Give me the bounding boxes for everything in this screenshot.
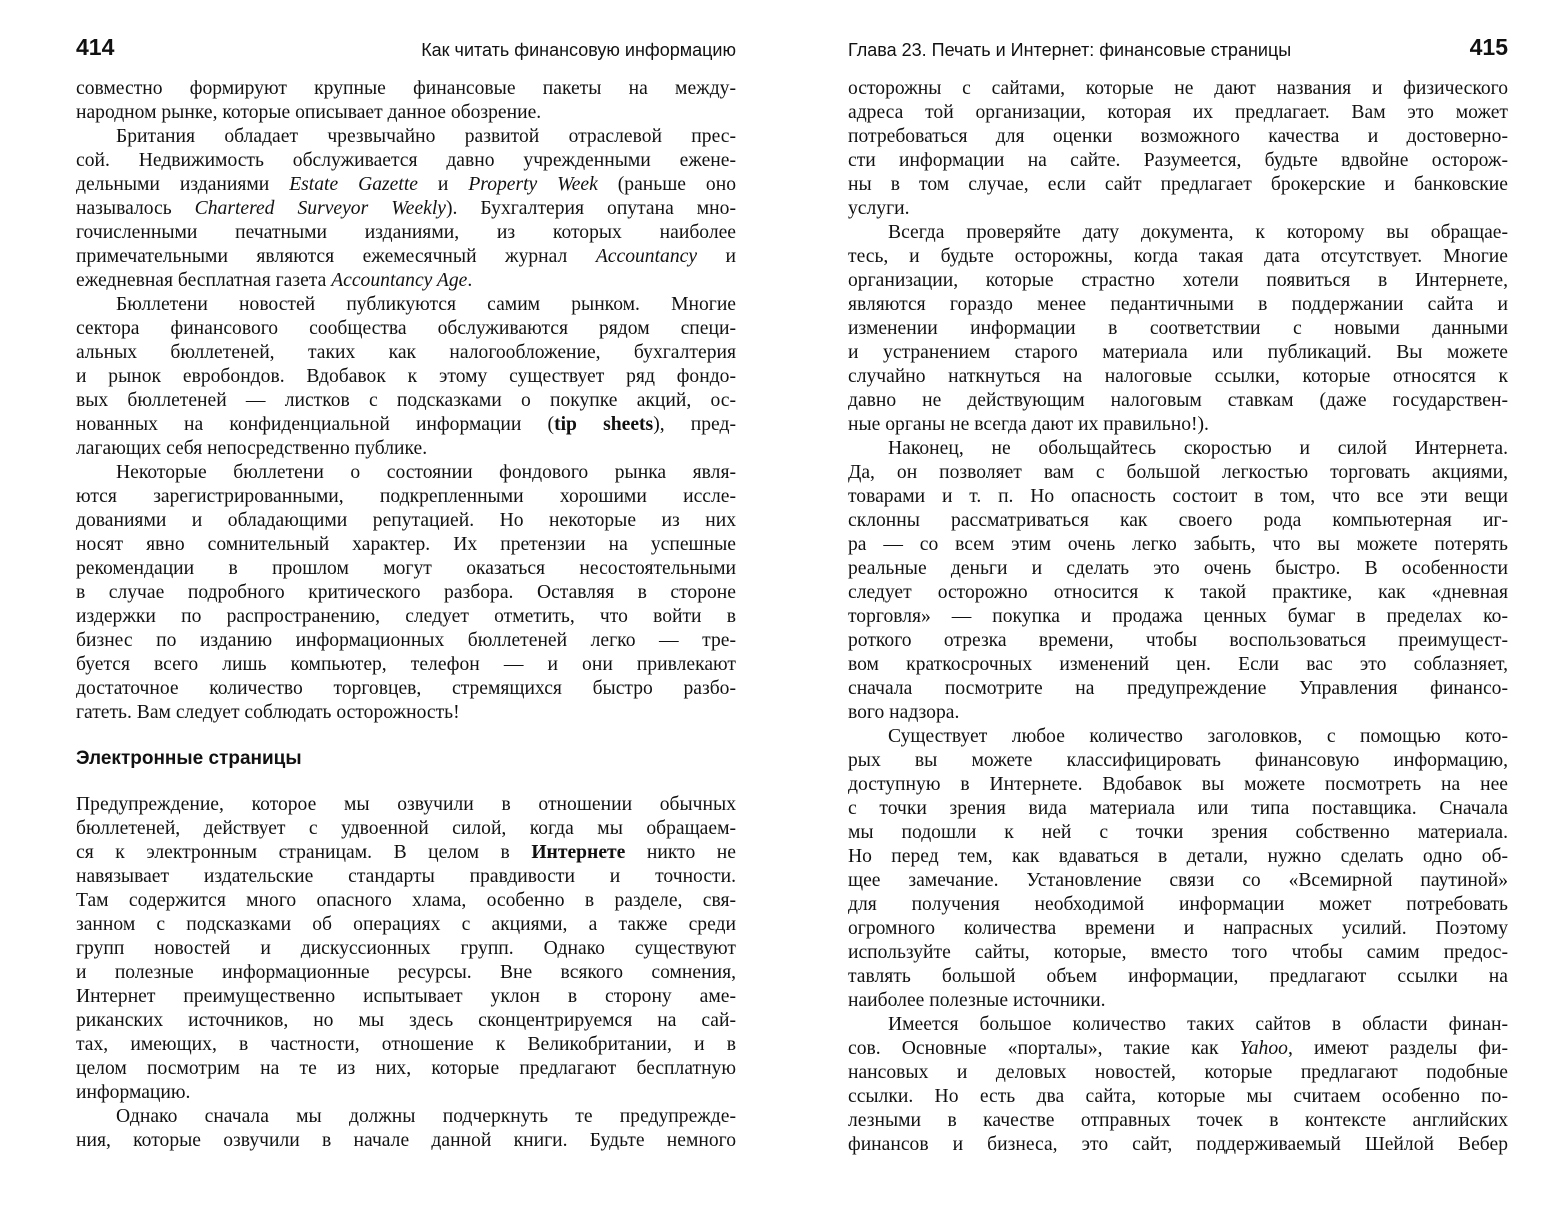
text-line: сов. Основные «порталы», такие как Yahoo, имеют разделы фи- (848, 1038, 1508, 1059)
text-line: ссылки. Но есть два сайта, которые мы считаем особенно по- (848, 1086, 1508, 1107)
left-page-header (76, 34, 736, 68)
text-line: и полезные информационные ресурсы. Вне всякого сомнения, (76, 962, 736, 983)
text-line: ны в том случае, если сайт предлагает брокерские и банковские (848, 174, 1508, 195)
text-line: ются зарегистрированными, подкрепленными хорошими иссле- (76, 486, 736, 507)
text-line: навязывает издательские стандарты правдивости и точности. (76, 866, 736, 887)
text-line: Существует любое количество заголовков, с помощью кото- (888, 726, 1508, 747)
running-title: Как читать финансовую информацию (421, 40, 736, 60)
text-line: тах, имеющих, в частности, отношение к Великобритании, и в (76, 1034, 736, 1055)
running-title: Глава 23. Печать и Интернет: финансовые страницы (848, 40, 1292, 60)
text-line: занном с подсказками об операциях с акциями, а также среди (76, 914, 736, 935)
text-line: вого надзора. (848, 702, 960, 723)
text-line: торговля» — покупка и продажа ценных бумаг в пределах ко- (848, 606, 1508, 627)
text-line: изменении информации в соответствии с новыми данными (848, 318, 1508, 339)
text-line: склонны рассматриваться как своего рода компьютерная иг- (848, 510, 1508, 531)
text-line: с точки зрения вида материала или типа поставщика. Сначала (848, 798, 1508, 819)
text-line: нованных на конфиденциальной информации (tip sheets), пред- (76, 414, 736, 435)
text-line: давно не действующим налоговым ставкам (даже государствен- (848, 390, 1508, 411)
text-line: адреса той организации, которая их предлагает. Вам это может (848, 102, 1508, 123)
text-line: Наконец, не обольщайтесь скоростью и силой Интернета. (888, 438, 1508, 459)
right-page-header (848, 34, 1508, 68)
text-line: ния, которые озвучили в начале данной книги. Будьте немного (76, 1130, 736, 1151)
text-line: альных бюллетеней, таких как налогообложение, бухгалтерия (76, 342, 736, 363)
text-line: групп новостей и дискуссионных групп. Однако существуют (76, 938, 736, 959)
text-line: Бюллетени новостей публикуются самим рынком. Многие (116, 294, 736, 315)
text-line: сначала посмотрите на предупреждение Управления финансо- (848, 678, 1508, 699)
text-line: сти информации на сайте. Разумеется, будьте вдвойне осторож- (848, 150, 1508, 171)
text-line: и устранением старого материала или публикаций. Вы можете (848, 342, 1508, 363)
text-line: достаточное количество торговцев, стремящихся быстро разбо- (76, 678, 736, 699)
text-line: народном рынке, которые описывает данное обозрение. (76, 102, 542, 123)
text-line: Там содержится много опасного хлама, особенно в разделе, свя- (76, 890, 736, 911)
text-line: ежедневная бесплатная газета Accountancy Age. (76, 270, 473, 291)
text-line: Но перед тем, как вдаваться в детали, нужно сделать одно об- (848, 846, 1508, 867)
left-page-body (76, 77, 736, 1153)
text-line: примечательными являются ежемесячный журнал Accountancy и (76, 246, 736, 267)
text-line: Предупреждение, которое мы озвучили в отношении обычных (76, 794, 736, 815)
text-line: товарами и т. п. Но опасность состоит в том, что все эти вещи (848, 486, 1508, 507)
page-number: 415 (1469, 34, 1508, 60)
text-line: издержки по распространению, следует отметить, что войти в (76, 606, 736, 627)
text-line: реальные деньги и сделать это очень быстро. В особенности (848, 558, 1508, 579)
text-line: гочисленными печатными изданиями, из которых наиболее (76, 222, 736, 243)
text-line: совместно формируют крупные финансовые пакеты на между- (76, 78, 736, 99)
right-text-block (848, 77, 1508, 1157)
text-line: организации, которые страстно хотели появиться в Интернете, (848, 270, 1508, 291)
text-line: осторожны с сайтами, которые не дают названия и физического (848, 78, 1508, 99)
text-line: целом посмотрим на те из них, которые предлагают бесплатную (76, 1058, 736, 1079)
text-line: являются гораздо менее педантичными в поддержании сайта и (848, 294, 1508, 315)
left-text-block-1 (76, 77, 736, 725)
text-line: случайно наткнуться на налоговые ссылки, которые относятся к (848, 366, 1508, 387)
text-line: тавлять большой объем информации, предлагают ссылки на (848, 966, 1508, 987)
text-line: называлось Chartered Surveyor Weekly). Бухгалтерия опутана мно- (76, 198, 736, 219)
text-line: услуги. (848, 198, 910, 219)
text-line: Некоторые бюллетени о состоянии фондового рынка явля- (116, 462, 736, 483)
text-line: ра — со всем этим очень легко забыть, что вы можете потерять (848, 534, 1508, 555)
text-line: дельными изданиями Estate Gazette и Property Week (раньше оно (76, 174, 736, 195)
text-line: ные органы не всегда дают их правильно!). (848, 414, 1209, 435)
text-line: лезными в качестве отправных точек в контексте английских (848, 1110, 1508, 1131)
text-line: нансовых и деловых новостей, которые предлагают подобные (848, 1062, 1508, 1083)
section-heading: Электронные страницы (76, 748, 302, 769)
text-line: вом краткосрочных изменений цен. Если вас это соблазняет, (848, 654, 1508, 675)
text-line: огромного количества времени и напрасных усилий. Поэтому (848, 918, 1508, 939)
text-line: потребоваться для оценки возможного качества и достоверно- (848, 126, 1508, 147)
text-line: для получения необходимой информации может потребовать (848, 894, 1508, 915)
text-line: щее замечание. Установление связи со «Всемирной паутиной» (848, 870, 1508, 891)
text-line: буется всего лишь компьютер, телефон — и они привлекают (76, 654, 736, 675)
text-line: и рынок евробондов. Вдобавок к этому существует ряд фондо- (76, 366, 736, 387)
text-line: Британия обладает чрезвычайно развитой отраслевой прес- (116, 126, 736, 147)
text-line: информацию. (76, 1082, 191, 1103)
text-line: ся к электронным страницам. В целом в Интернете никто не (76, 842, 736, 863)
text-line: бизнес по изданию информационных бюллетеней легко — тре- (76, 630, 736, 651)
text-line: рекомендации в прошлом могут оказаться несостоятельными (76, 558, 736, 579)
right-page-body (848, 77, 1508, 1157)
text-line: Всегда проверяйте дату документа, к которому вы обращае- (888, 222, 1508, 243)
text-line: следует осторожно относится к такой практике, как «дневная (848, 582, 1508, 603)
text-line: риканских источников, но мы здесь сконцентрируемся на сай- (76, 1010, 736, 1031)
text-line: доступную в Интернете. Вдобавок вы можете посмотреть на нее (848, 774, 1508, 795)
text-line: носят явно сомнительный характер. Их претензии на успешные (76, 534, 736, 555)
text-line: роткого отрезка времени, чтобы воспользоваться преимущест- (848, 630, 1508, 651)
text-line: гатеть. Вам следует соблюдать осторожность! (76, 702, 460, 723)
text-line: вых бюллетеней — листков с подсказками о покупке акций, ос- (76, 390, 736, 411)
text-line: мы подошли к ней с точки зрения собственно материала. (848, 822, 1508, 843)
text-line: сой. Недвижимость обслуживается давно учрежденными еженe- (76, 150, 736, 171)
text-line: Однако сначала мы должны подчеркнуть те предупрежде- (116, 1106, 736, 1127)
text-line: финансов и бизнеса, это сайт, поддерживаемый Шейлой Вебер (848, 1134, 1508, 1155)
text-line: Да, он позволяет вам с большой легкостью торговать акциями, (848, 462, 1508, 483)
text-line: тесь, и будьте осторожны, когда такая дата отсутствует. Многие (848, 246, 1508, 267)
text-line: дованиями и обладающими репутацией. Но некоторые из них (76, 510, 736, 531)
text-line: сектора финансового сообщества обслуживаются рядом специ- (76, 318, 736, 339)
left-text-block-2 (76, 793, 736, 1153)
text-line: бюллетеней, действует с удвоенной силой, когда мы обращаем- (76, 818, 736, 839)
text-line: Имеется большое количество таких сайтов в области финан- (888, 1014, 1508, 1035)
text-line: рых вы можете классифицировать финансовую информацию, (848, 750, 1508, 771)
page-number: 414 (76, 34, 115, 60)
text-line: Интернет преимущественно испытывает уклон в сторону аме- (76, 986, 736, 1007)
text-line: используйте сайты, которые, вместо того чтобы самим предос- (848, 942, 1508, 963)
text-line: лагающих себя непосредственно публике. (76, 438, 428, 459)
text-line: наиболее полезные источники. (848, 990, 1106, 1011)
text-line: в случае подробного критического разбора. Оставляя в стороне (76, 582, 736, 603)
